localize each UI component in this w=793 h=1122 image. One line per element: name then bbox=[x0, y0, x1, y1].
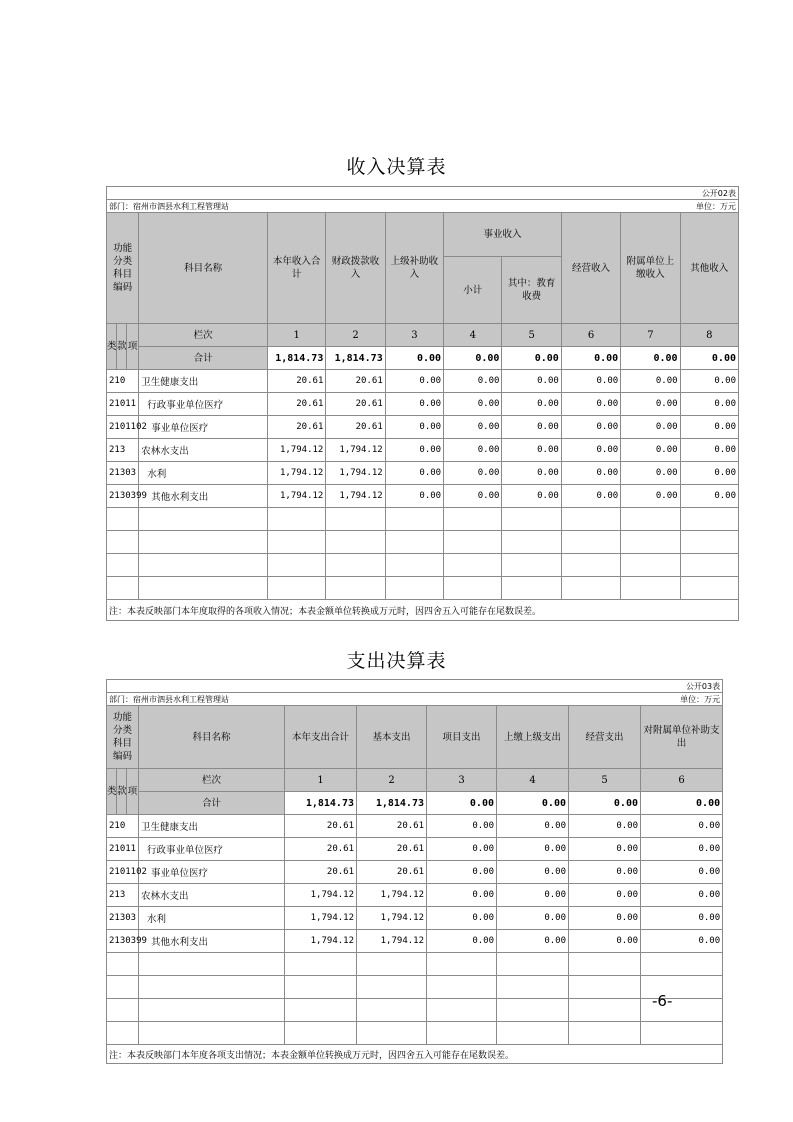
row-name: 其他水利支出 bbox=[139, 485, 268, 508]
income-colnum: 2 bbox=[326, 324, 385, 347]
table-row bbox=[107, 815, 723, 838]
row-value: 0.00 bbox=[561, 462, 620, 485]
row-value: 0.00 bbox=[385, 485, 443, 508]
expense-head-name: 科目名称 bbox=[139, 706, 285, 769]
row-value: 0.00 bbox=[444, 439, 502, 462]
income-table bbox=[106, 186, 739, 621]
row-value: 0.00 bbox=[621, 416, 680, 439]
row-code: 21303 bbox=[107, 462, 139, 485]
expense-colnum: 1 bbox=[285, 769, 357, 792]
income-total-value: 0.00 bbox=[621, 347, 680, 370]
row-value: 0.00 bbox=[502, 439, 561, 462]
row-value: 20.61 bbox=[357, 815, 427, 838]
expense-col-affiliate: 对附属单位补助支出 bbox=[641, 706, 723, 769]
row-value: 0.00 bbox=[569, 815, 641, 838]
expense-colnum: 3 bbox=[427, 769, 497, 792]
expense-kuan: 款 bbox=[117, 769, 127, 815]
income-colnum: 7 bbox=[621, 324, 680, 347]
row-code: 2130399 bbox=[107, 930, 139, 953]
row-value: 0.00 bbox=[427, 907, 497, 930]
row-name: 卫生健康支出 bbox=[139, 370, 268, 393]
income-unit: 单位：万元 bbox=[561, 200, 738, 213]
row-value: 0.00 bbox=[444, 462, 502, 485]
expense-total-label: 合计 bbox=[139, 792, 285, 815]
row-name: 水利 bbox=[139, 907, 285, 930]
expense-total-value: 1,814.73 bbox=[357, 792, 427, 815]
expense-table-code: 公开03表 bbox=[107, 680, 723, 693]
row-name: 事业单位医疗 bbox=[139, 861, 285, 884]
row-value: 20.61 bbox=[285, 838, 357, 861]
income-col-other: 其他收入 bbox=[680, 213, 738, 324]
row-value: 0.00 bbox=[385, 462, 443, 485]
row-value: 0.00 bbox=[680, 462, 738, 485]
row-value: 0.00 bbox=[427, 815, 497, 838]
expense-col-project: 项目支出 bbox=[427, 706, 497, 769]
row-value: 20.61 bbox=[285, 815, 357, 838]
table-row bbox=[107, 930, 723, 953]
table-row bbox=[107, 416, 739, 439]
row-code: 213 bbox=[107, 439, 139, 462]
income-lanci: 栏次 bbox=[139, 324, 268, 347]
row-value: 1,794.12 bbox=[326, 462, 385, 485]
row-value: 20.61 bbox=[268, 416, 326, 439]
table-row bbox=[107, 485, 739, 508]
row-value: 0.00 bbox=[680, 439, 738, 462]
row-value: 0.00 bbox=[641, 930, 723, 953]
row-value: 0.00 bbox=[427, 930, 497, 953]
row-value: 0.00 bbox=[561, 393, 620, 416]
expense-total-value: 0.00 bbox=[641, 792, 723, 815]
income-colnum: 5 bbox=[502, 324, 561, 347]
income-dept: 部门：宿州市泗县水利工程管理站 bbox=[107, 200, 562, 213]
row-value: 1,794.12 bbox=[326, 439, 385, 462]
expense-col-basic: 基本支出 bbox=[357, 706, 427, 769]
row-value: 1,794.12 bbox=[357, 884, 427, 907]
row-value: 0.00 bbox=[561, 416, 620, 439]
row-code: 2130399 bbox=[107, 485, 139, 508]
row-code: 21011 bbox=[107, 838, 139, 861]
table-row bbox=[107, 861, 723, 884]
row-name: 农林水支出 bbox=[139, 439, 268, 462]
expense-col-superior: 上缴上级支出 bbox=[497, 706, 569, 769]
income-col-education: 其中：教育收费 bbox=[502, 257, 561, 324]
row-value: 1,794.12 bbox=[268, 462, 326, 485]
expense-colnum: 2 bbox=[357, 769, 427, 792]
table-row bbox=[107, 370, 739, 393]
income-lei: 类 bbox=[107, 324, 117, 370]
row-value: 20.61 bbox=[326, 393, 385, 416]
expense-unit: 单位：万元 bbox=[497, 693, 723, 706]
income-total-value: 0.00 bbox=[502, 347, 561, 370]
page-number: -6- bbox=[652, 992, 673, 1010]
table-row bbox=[107, 393, 739, 416]
income-col-affiliate: 附属单位上缴收入 bbox=[621, 213, 680, 324]
row-code: 210 bbox=[107, 370, 139, 393]
expense-colnum: 6 bbox=[641, 769, 723, 792]
row-value: 0.00 bbox=[385, 416, 443, 439]
row-name: 行政事业单位医疗 bbox=[139, 393, 268, 416]
expense-colnum: 4 bbox=[497, 769, 569, 792]
row-value: 0.00 bbox=[497, 815, 569, 838]
table-row bbox=[107, 838, 723, 861]
row-value: 0.00 bbox=[385, 439, 443, 462]
row-value: 0.00 bbox=[427, 861, 497, 884]
income-note: 注：本表反映部门本年度取得的各项收入情况；本表金额单位转换成万元时，因四舍五入可能存在尾数误差。 bbox=[107, 600, 739, 621]
row-value: 0.00 bbox=[641, 838, 723, 861]
row-value: 20.61 bbox=[285, 861, 357, 884]
row-value: 0.00 bbox=[621, 370, 680, 393]
table-row bbox=[107, 439, 739, 462]
income-colnum: 4 bbox=[444, 324, 502, 347]
row-value: 0.00 bbox=[621, 393, 680, 416]
row-value: 0.00 bbox=[561, 439, 620, 462]
row-value: 1,794.12 bbox=[285, 884, 357, 907]
row-value: 0.00 bbox=[680, 485, 738, 508]
expense-note: 注：本表反映部门本年度各项支出情况；本表金额单位转换成万元时，因四舍五入可能存在尾数误差。 bbox=[107, 1045, 723, 1064]
income-colnum: 3 bbox=[385, 324, 443, 347]
row-value: 1,794.12 bbox=[285, 930, 357, 953]
expense-lanci: 栏次 bbox=[139, 769, 285, 792]
row-value: 1,794.12 bbox=[268, 485, 326, 508]
income-total-value: 1,814.73 bbox=[326, 347, 385, 370]
row-value: 0.00 bbox=[497, 861, 569, 884]
row-value: 0.00 bbox=[497, 930, 569, 953]
row-value: 0.00 bbox=[502, 462, 561, 485]
income-total-value: 0.00 bbox=[680, 347, 738, 370]
income-colnum: 6 bbox=[561, 324, 620, 347]
expense-title: 支出决算表 bbox=[346, 650, 447, 672]
income-total-value: 0.00 bbox=[444, 347, 502, 370]
row-value: 0.00 bbox=[497, 884, 569, 907]
expense-xiang: 项 bbox=[127, 769, 139, 815]
expense-colnum: 5 bbox=[569, 769, 641, 792]
income-head-code: 功能分类科目编码 bbox=[107, 213, 139, 324]
row-value: 20.61 bbox=[268, 393, 326, 416]
row-value: 0.00 bbox=[497, 907, 569, 930]
expense-col-operating: 经营支出 bbox=[569, 706, 641, 769]
row-value: 0.00 bbox=[621, 485, 680, 508]
row-name: 水利 bbox=[139, 462, 268, 485]
row-value: 20.61 bbox=[326, 416, 385, 439]
row-value: 0.00 bbox=[569, 861, 641, 884]
table-row bbox=[107, 884, 723, 907]
row-value: 0.00 bbox=[502, 370, 561, 393]
row-value: 1,794.12 bbox=[285, 907, 357, 930]
income-col-operating: 经营收入 bbox=[561, 213, 620, 324]
income-col-total: 本年收入合计 bbox=[268, 213, 326, 324]
income-total-label: 合计 bbox=[139, 347, 268, 370]
row-value: 0.00 bbox=[385, 370, 443, 393]
row-value: 0.00 bbox=[680, 393, 738, 416]
income-head-name: 科目名称 bbox=[139, 213, 268, 324]
row-value: 0.00 bbox=[569, 930, 641, 953]
row-value: 0.00 bbox=[444, 370, 502, 393]
row-value: 1,794.12 bbox=[268, 439, 326, 462]
income-col-superior: 上级补助收入 bbox=[385, 213, 443, 324]
expense-head-code: 功能分类科目编码 bbox=[107, 706, 139, 769]
table-row bbox=[107, 462, 739, 485]
row-value: 0.00 bbox=[502, 485, 561, 508]
expense-total-value: 0.00 bbox=[497, 792, 569, 815]
row-value: 20.61 bbox=[357, 861, 427, 884]
expense-total-value: 0.00 bbox=[569, 792, 641, 815]
expense-dept: 部门：宿州市泗县水利工程管理站 bbox=[107, 693, 497, 706]
row-name: 行政事业单位医疗 bbox=[139, 838, 285, 861]
row-name: 卫生健康支出 bbox=[139, 815, 285, 838]
expense-table bbox=[106, 679, 723, 1064]
row-value: 0.00 bbox=[569, 884, 641, 907]
income-colnum: 8 bbox=[680, 324, 738, 347]
row-value: 0.00 bbox=[502, 393, 561, 416]
row-name: 事业单位医疗 bbox=[139, 416, 268, 439]
row-code: 213 bbox=[107, 884, 139, 907]
row-value: 0.00 bbox=[621, 462, 680, 485]
row-value: 20.61 bbox=[326, 370, 385, 393]
row-value: 0.00 bbox=[427, 884, 497, 907]
income-table-code: 公开02表 bbox=[107, 187, 739, 200]
row-value: 0.00 bbox=[641, 815, 723, 838]
row-value: 0.00 bbox=[680, 416, 738, 439]
row-value: 0.00 bbox=[641, 884, 723, 907]
row-value: 20.61 bbox=[357, 838, 427, 861]
expense-col-total: 本年支出合计 bbox=[285, 706, 357, 769]
row-value: 0.00 bbox=[621, 439, 680, 462]
row-value: 0.00 bbox=[569, 838, 641, 861]
row-value: 0.00 bbox=[569, 907, 641, 930]
row-value: 1,794.12 bbox=[357, 930, 427, 953]
row-value: 0.00 bbox=[444, 393, 502, 416]
row-value: 0.00 bbox=[427, 838, 497, 861]
table-row bbox=[107, 907, 723, 930]
row-value: 0.00 bbox=[385, 393, 443, 416]
row-value: 0.00 bbox=[561, 370, 620, 393]
row-value: 0.00 bbox=[497, 838, 569, 861]
row-code: 21303 bbox=[107, 907, 139, 930]
income-col-subtotal: 小计 bbox=[444, 257, 502, 324]
row-code: 21011 bbox=[107, 393, 139, 416]
row-value: 0.00 bbox=[680, 370, 738, 393]
row-value: 0.00 bbox=[641, 861, 723, 884]
row-value: 0.00 bbox=[641, 907, 723, 930]
row-name: 其他水利支出 bbox=[139, 930, 285, 953]
expense-total-value: 1,814.73 bbox=[285, 792, 357, 815]
row-value: 0.00 bbox=[444, 485, 502, 508]
income-title: 收入决算表 bbox=[346, 156, 447, 178]
row-value: 0.00 bbox=[502, 416, 561, 439]
row-value: 20.61 bbox=[268, 370, 326, 393]
row-value: 0.00 bbox=[561, 485, 620, 508]
expense-total-value: 0.00 bbox=[427, 792, 497, 815]
income-col-business: 事业收入 bbox=[444, 213, 562, 257]
income-col-fiscal: 财政拨款收入 bbox=[326, 213, 385, 324]
row-code: 2101102 bbox=[107, 416, 139, 439]
income-total-value: 0.00 bbox=[561, 347, 620, 370]
row-value: 1,794.12 bbox=[357, 907, 427, 930]
row-code: 2101102 bbox=[107, 861, 139, 884]
row-value: 0.00 bbox=[444, 416, 502, 439]
row-code: 210 bbox=[107, 815, 139, 838]
row-name: 农林水支出 bbox=[139, 884, 285, 907]
income-xiang: 项 bbox=[127, 324, 139, 370]
income-total-value: 1,814.73 bbox=[268, 347, 326, 370]
income-colnum: 1 bbox=[268, 324, 326, 347]
income-total-value: 0.00 bbox=[385, 347, 443, 370]
income-kuan: 款 bbox=[117, 324, 127, 370]
row-value: 1,794.12 bbox=[326, 485, 385, 508]
expense-lei: 类 bbox=[107, 769, 117, 815]
